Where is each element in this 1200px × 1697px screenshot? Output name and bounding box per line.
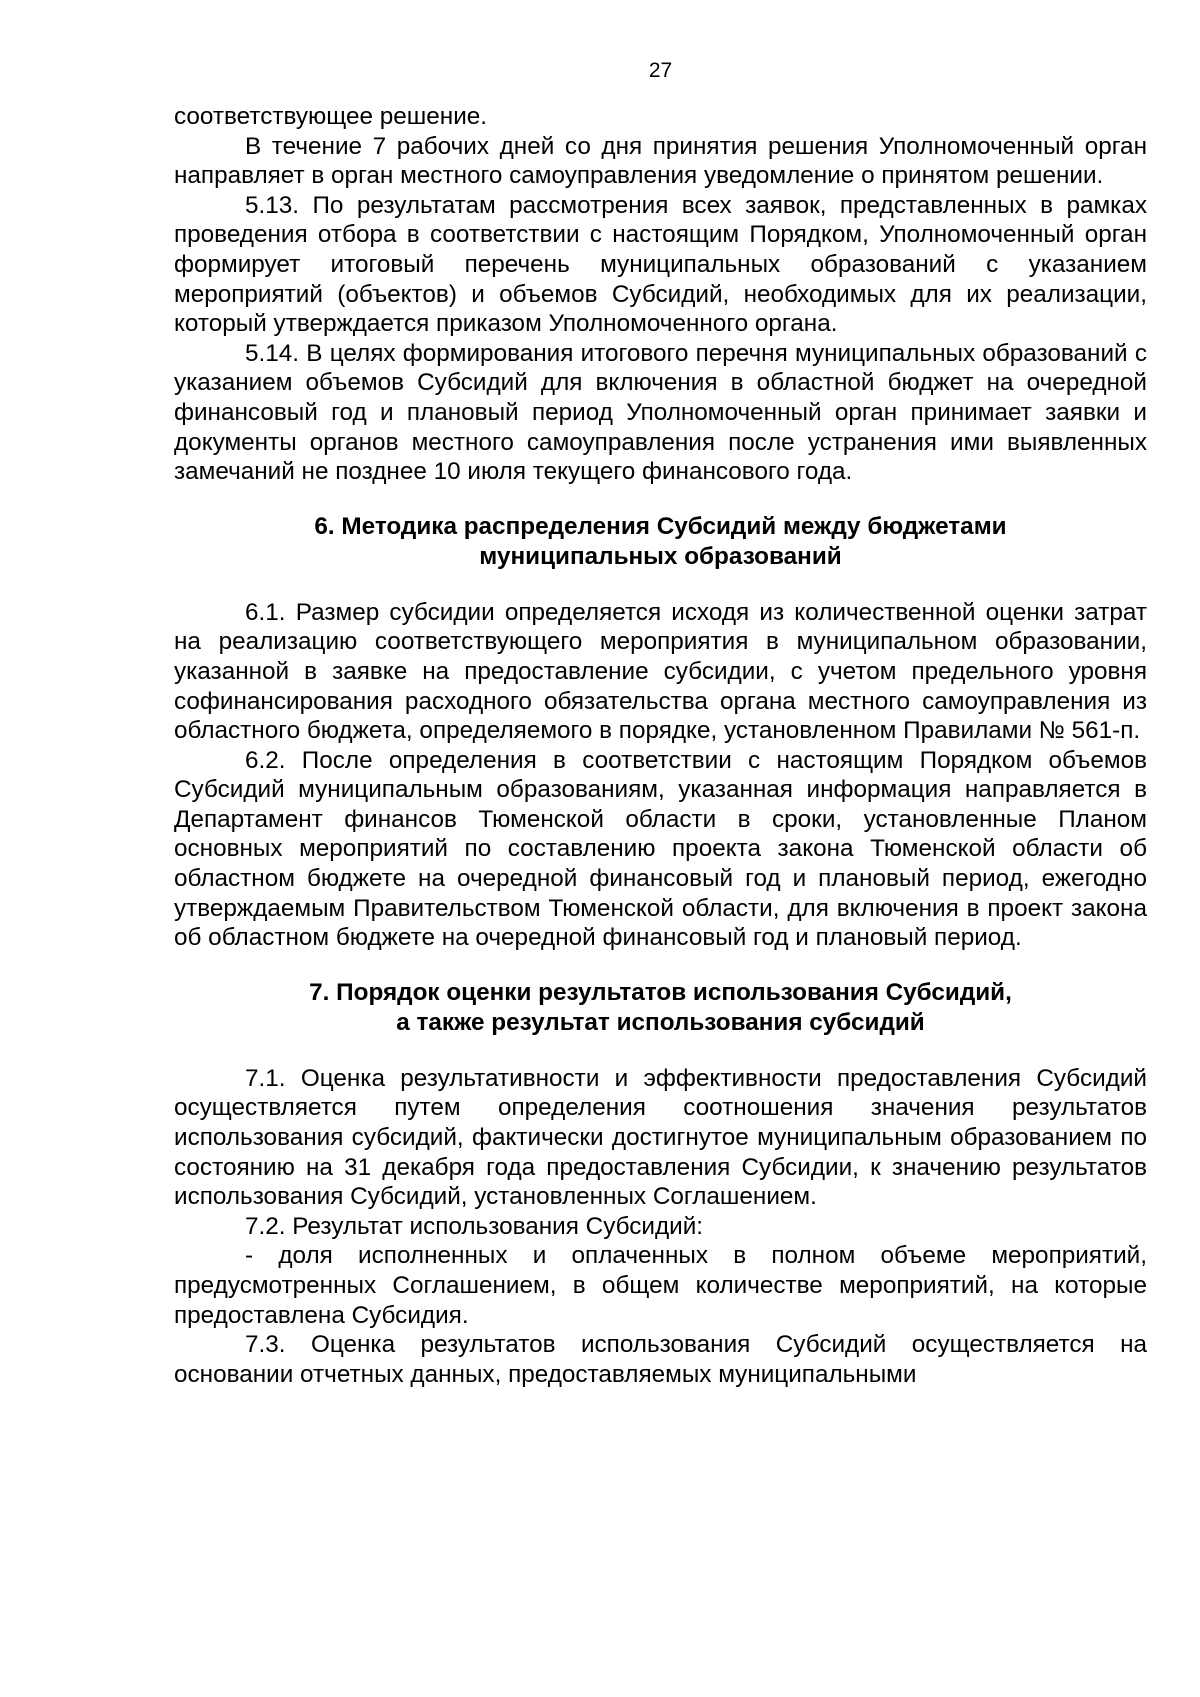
paragraph-7-2-item: - доля исполненных и оплаченных в полном объеме мероприятий, предусмотренных Соглашением, в общем количестве мероприятий, на которые предоставлена Субсидия. [174, 1242, 1147, 1329]
section-7-heading-line2: а также результат использования субсидий [396, 1008, 925, 1036]
paragraph-6-2: 6.2. После определения в соответствии с настоящим Порядком объемов Субсидий муниципальным образованиям, указанная информация направляется в Департамент финансов Тюменской области в сроки, установленные Планом основных мероприятий по составлению проекта закона Тюменской области об областном бюджете на очередной финансовый год и плановый период, ежегодно утверждаемым Правительством Тюменской области, для включения в проект закона об областном бюджете на очередной финансовый год и плановый период. [174, 746, 1147, 952]
paragraph-5-13: 5.13. По результатам рассмотрения всех заявок, представленных в рамках проведения отбора в соответствии с настоящим Порядком, Уполномоченный орган формирует итоговый перечень муниципальных образований с указанием мероприятий (объектов) и объемов Субсидий, необходимых для их реализации, который утверждается приказом Уполномоченного органа. [174, 191, 1147, 338]
paragraph-5-14: 5.14. В целях формирования итогового перечня муниципальных образований с указанием объемов Субсидий для включения в областной бюджет на очередной финансовый год и плановый период Уполномоченный орган принимает заявки и документы органов местного самоуправления после устранения ими выявленных замечаний не позднее 10 июля текущего финансового года. [174, 339, 1147, 486]
paragraph-notification: В течение 7 рабочих дней со дня принятия решения Уполномоченный орган направляет в орган местного самоуправления уведомление о принятом решении. [174, 132, 1147, 190]
document-page [174, 56, 1147, 1389]
section-7-heading [174, 978, 1147, 1038]
section-6-heading-line2: муниципальных образований [479, 542, 842, 570]
page-number: 27 [648, 59, 673, 82]
paragraph-continuation: соответствующее решение. [174, 103, 488, 130]
paragraph-7-1: 7.1. Оценка результативности и эффективности предоставления Субсидий осуществляется путем определения соотношения значения результатов использования субсидий, фактически достигнутое муниципальным образованием по состоянию на 31 декабря года предоставления Субсидии, к значению результатов использования Субсидий, установленных Соглашением. [174, 1064, 1147, 1211]
paragraph-6-1: 6.1. Размер субсидии определяется исходя из количественной оценки затрат на реализацию соответствующего мероприятия в муниципальном образовании, указанной в заявке на предоставление субсидии, с учетом предельного уровня софинансирования расходного обязательства органа местного самоуправления из областного бюджета, определяемого в порядке, установленном Правилами № 561-п. [174, 598, 1147, 745]
section-7-heading-line1: 7. Порядок оценки результатов использования Субсидий, [309, 978, 1012, 1006]
section-6-heading [174, 512, 1147, 572]
paragraph-7-3: 7.3. Оценка результатов использования Субсидий осуществляется на основании отчетных данных, предоставляемых муниципальными [174, 1331, 1147, 1388]
section-6-heading-line1: 6. Методика распределения Субсидий между бюджетами [314, 512, 1007, 540]
paragraph-7-2: 7.2. Результат использования Субсидий: [245, 1212, 704, 1240]
